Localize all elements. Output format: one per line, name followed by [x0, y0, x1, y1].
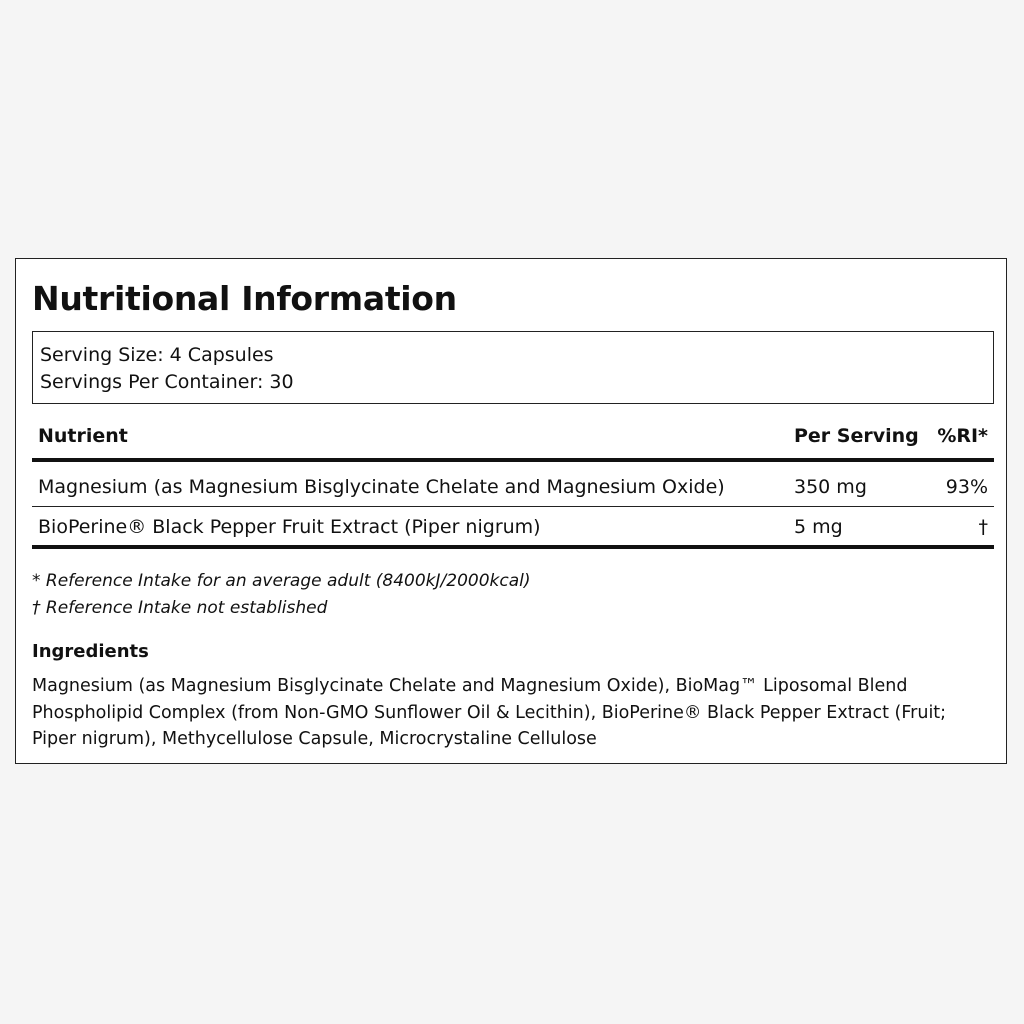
serving-info-box: [32, 331, 994, 404]
footnotes: [32, 568, 531, 622]
ri-value: 93%: [945, 476, 988, 498]
footnote-ri: * Reference Intake for an average adult (8400kJ/2000kcal): [32, 571, 531, 591]
table-row: [32, 462, 994, 507]
page-title: Nutritional Information: [32, 279, 457, 318]
serving-size: Serving Size: 4 Capsules: [40, 344, 274, 366]
column-header-ri: %RI*: [937, 425, 988, 447]
column-header-per-serving: Per Serving: [794, 425, 919, 447]
footnote-not-established: † Reference Intake not established: [32, 598, 328, 618]
nutrient-name: Magnesium (as Magnesium Bisglycinate Chelate and Magnesium Oxide): [38, 476, 725, 498]
servings-per-container: Servings Per Container: 30: [40, 371, 294, 393]
ri-value: †: [978, 516, 988, 538]
table-header: [32, 423, 994, 462]
column-header-nutrient: Nutrient: [38, 425, 128, 447]
per-serving-value: 5 mg: [794, 516, 843, 538]
table-row: [32, 507, 994, 549]
ingredients-heading: Ingredients: [32, 641, 149, 662]
per-serving-value: 350 mg: [794, 476, 867, 498]
nutrient-name: BioPerine® Black Pepper Fruit Extract (Piper nigrum): [38, 516, 541, 538]
nutrition-panel: [15, 258, 1007, 764]
ingredients-text: Magnesium (as Magnesium Bisglycinate Chelate and Magnesium Oxide), BioMag™ Liposomal Blend Phospholipid Complex (from Non-GMO Sunflower Oil & Lecithin), BioPerine® Black Pepper Extract (Fruit; Piper nigrum), Methycellulose Capsule, Microcrystaline Cellulose: [32, 676, 947, 749]
